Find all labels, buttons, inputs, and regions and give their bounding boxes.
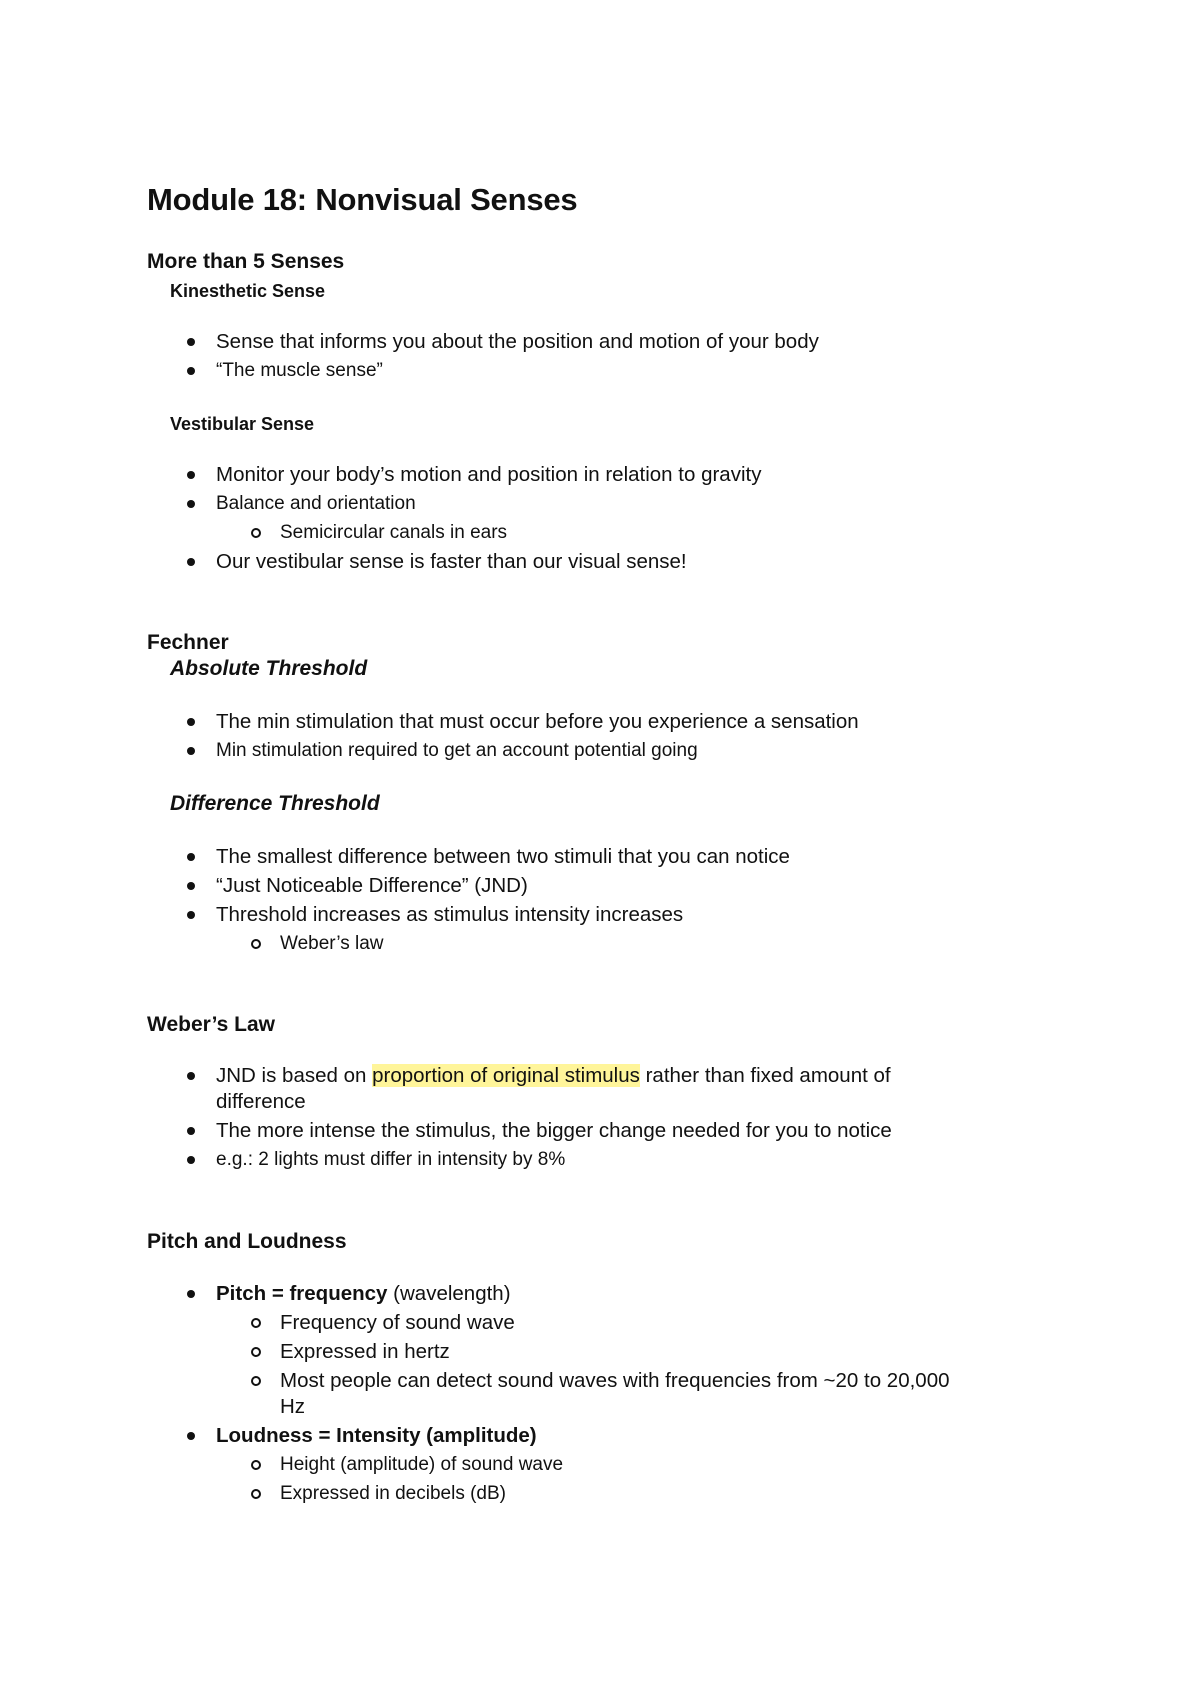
list-item: e.g.: 2 lights must differ in intensity by 8% <box>216 1147 565 1173</box>
subheading-absolute-threshold: Absolute Threshold <box>170 657 368 680</box>
sub-bullet-icon <box>251 939 261 949</box>
sub-list-item: Weber’s law <box>280 931 384 957</box>
bullet-icon <box>187 1290 195 1298</box>
section-heading-more-senses: More than 5 Senses <box>147 250 345 273</box>
highlighted-text: proportion of original stimulus <box>372 1064 640 1087</box>
section-heading-pitch-loudness: Pitch and Loudness <box>147 1230 347 1253</box>
section-heading-fechner: Fechner <box>147 631 229 654</box>
list-item-continuation: difference <box>216 1090 306 1113</box>
sub-bullet-icon <box>251 1460 261 1470</box>
sub-list-item: Expressed in decibels (dB) <box>280 1481 506 1507</box>
sub-list-item: Expressed in hertz <box>280 1339 450 1365</box>
list-item: Loudness = Intensity (amplitude) <box>216 1423 537 1449</box>
list-item: Monitor your body’s motion and position in relation to gravity <box>216 462 761 488</box>
sub-list-item: Most people can detect sound waves with frequencies from ~20 to 20,000 <box>280 1368 950 1394</box>
page-title: Module 18: Nonvisual Senses <box>147 182 578 217</box>
bullet-icon <box>187 1156 195 1164</box>
sub-bullet-icon <box>251 1347 261 1357</box>
subheading-difference-threshold: Difference Threshold <box>170 792 380 815</box>
bullet-icon <box>187 338 195 346</box>
sub-list-item: Semicircular canals in ears <box>280 520 507 546</box>
bullet-icon <box>187 367 195 375</box>
sub-list-item-continuation: Hz <box>280 1395 306 1418</box>
subheading-vestibular: Vestibular Sense <box>170 414 315 434</box>
bullet-icon <box>187 1072 195 1080</box>
sub-bullet-icon <box>251 1318 261 1328</box>
sub-bullet-icon <box>251 1376 261 1386</box>
bullet-icon <box>187 911 195 919</box>
bullet-icon <box>187 1127 195 1135</box>
list-item: Sense that informs you about the position and motion of your body <box>216 329 819 355</box>
list-item: Balance and orientation <box>216 491 416 517</box>
list-item: The smallest difference between two stimuli that you can notice <box>216 844 790 870</box>
sub-bullet-icon <box>251 528 261 538</box>
list-item: Threshold increases as stimulus intensity increases <box>216 902 683 928</box>
list-item: “Just Noticeable Difference” (JND) <box>216 873 528 899</box>
sub-list-item: Frequency of sound wave <box>280 1310 515 1336</box>
bullet-icon <box>187 882 195 890</box>
list-item: “The muscle sense” <box>216 358 383 384</box>
list-item: Our vestibular sense is faster than our visual sense! <box>216 549 687 575</box>
list-item: The more intense the stimulus, the bigger change needed for you to notice <box>216 1118 892 1144</box>
bullet-icon <box>187 1432 195 1440</box>
bullet-icon <box>187 718 195 726</box>
sub-list-item: Height (amplitude) of sound wave <box>280 1452 563 1478</box>
bullet-icon <box>187 747 195 755</box>
section-heading-webers-law: Weber’s Law <box>147 1013 275 1036</box>
bullet-icon <box>187 853 195 861</box>
bullet-icon <box>187 558 195 566</box>
bullet-icon <box>187 500 195 508</box>
sub-bullet-icon <box>251 1489 261 1499</box>
bullet-icon <box>187 471 195 479</box>
list-item: Pitch = frequency (wavelength) <box>216 1281 511 1307</box>
list-item: JND is based on proportion of original stimulus rather than fixed amount of <box>216 1063 891 1089</box>
list-item: Min stimulation required to get an account potential going <box>216 738 698 764</box>
list-item: The min stimulation that must occur before you experience a sensation <box>216 709 859 735</box>
subheading-kinesthetic: Kinesthetic Sense <box>170 281 326 301</box>
